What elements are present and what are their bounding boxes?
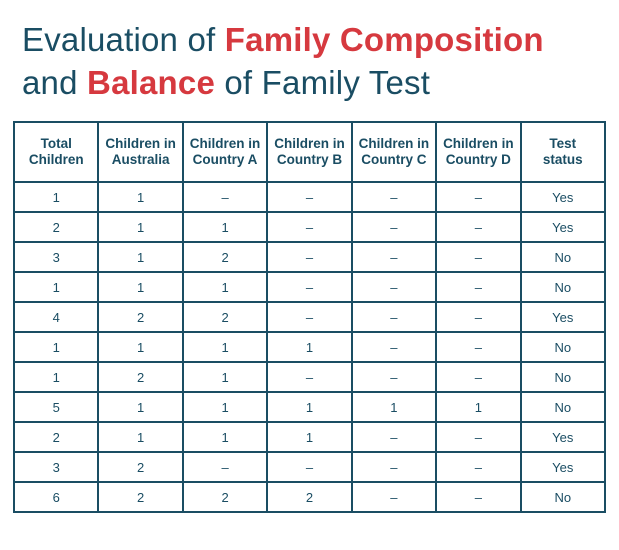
cell-children-australia: 1: [98, 332, 182, 362]
cell-children-australia: 2: [98, 362, 182, 392]
cell-total-children: 1: [14, 182, 98, 212]
cell-children-country-b: –: [267, 362, 351, 392]
cell-test-status: Yes: [521, 422, 605, 452]
cell-children-country-c: –: [352, 332, 436, 362]
table-row: [14, 212, 605, 242]
cell-children-australia: 1: [98, 242, 182, 272]
cell-children-country-d: –: [436, 212, 520, 242]
header-children-country-a: Children in Country A: [183, 122, 267, 182]
cell-test-status: No: [521, 392, 605, 422]
cell-children-country-a: 1: [183, 332, 267, 362]
header-children-country-b: Children in Country B: [267, 122, 351, 182]
cell-children-country-d: –: [436, 242, 520, 272]
cell-total-children: 2: [14, 212, 98, 242]
cell-children-country-a: 1: [183, 272, 267, 302]
cell-children-country-d: –: [436, 482, 520, 512]
cell-children-australia: 2: [98, 452, 182, 482]
table-row: [14, 482, 605, 512]
header-children-country-c: Children in Country C: [352, 122, 436, 182]
cell-children-australia: 2: [98, 302, 182, 332]
cell-test-status: No: [521, 272, 605, 302]
cell-children-australia: 1: [98, 422, 182, 452]
cell-children-country-a: 2: [183, 482, 267, 512]
cell-children-country-b: 2: [267, 482, 351, 512]
cell-children-country-b: –: [267, 302, 351, 332]
cell-children-country-c: –: [352, 242, 436, 272]
cell-children-country-c: 1: [352, 392, 436, 422]
cell-children-country-b: –: [267, 242, 351, 272]
cell-test-status: No: [521, 332, 605, 362]
table-row: [14, 302, 605, 332]
cell-total-children: 6: [14, 482, 98, 512]
cell-children-country-c: –: [352, 272, 436, 302]
cell-test-status: Yes: [521, 182, 605, 212]
title-highlight-family-composition: Family Composition: [224, 21, 544, 58]
cell-children-country-c: –: [352, 212, 436, 242]
table-row: [14, 452, 605, 482]
page-title: [22, 18, 544, 104]
cell-children-country-b: –: [267, 272, 351, 302]
cell-children-country-d: –: [436, 302, 520, 332]
header-children-country-d: Children in Country D: [436, 122, 520, 182]
cell-children-country-a: –: [183, 452, 267, 482]
header-children-australia: Children in Australia: [98, 122, 182, 182]
cell-children-country-c: –: [352, 182, 436, 212]
family-test-table: [13, 121, 606, 513]
cell-children-country-d: –: [436, 422, 520, 452]
cell-test-status: Yes: [521, 212, 605, 242]
cell-children-country-c: –: [352, 482, 436, 512]
cell-children-country-d: 1: [436, 392, 520, 422]
cell-children-country-b: 1: [267, 422, 351, 452]
cell-children-country-a: 1: [183, 362, 267, 392]
table-row: [14, 332, 605, 362]
header-test-status: Test status: [521, 122, 605, 182]
cell-test-status: No: [521, 242, 605, 272]
cell-children-country-a: 1: [183, 212, 267, 242]
table-row: [14, 392, 605, 422]
cell-children-country-b: 1: [267, 332, 351, 362]
table-row: [14, 272, 605, 302]
table-body: [14, 182, 605, 512]
cell-children-country-a: 1: [183, 422, 267, 452]
table-row: [14, 182, 605, 212]
title-line-1: Evaluation of Family Composition: [22, 21, 544, 58]
cell-children-country-d: –: [436, 182, 520, 212]
cell-total-children: 4: [14, 302, 98, 332]
cell-total-children: 3: [14, 452, 98, 482]
title-line-2: and Balance of Family Test: [22, 64, 431, 101]
cell-children-country-b: 1: [267, 392, 351, 422]
cell-test-status: No: [521, 362, 605, 392]
cell-test-status: Yes: [521, 302, 605, 332]
table-row: [14, 422, 605, 452]
cell-total-children: 1: [14, 332, 98, 362]
cell-total-children: 5: [14, 392, 98, 422]
cell-children-country-b: –: [267, 212, 351, 242]
cell-children-country-d: –: [436, 452, 520, 482]
cell-children-country-a: 1: [183, 392, 267, 422]
cell-children-australia: 2: [98, 482, 182, 512]
cell-total-children: 1: [14, 272, 98, 302]
cell-children-country-a: –: [183, 182, 267, 212]
header-total-children: Total Children: [14, 122, 98, 182]
cell-children-country-b: –: [267, 182, 351, 212]
cell-children-country-d: –: [436, 332, 520, 362]
cell-children-country-c: –: [352, 362, 436, 392]
cell-children-country-a: 2: [183, 302, 267, 332]
table-row: [14, 242, 605, 272]
table-row: [14, 362, 605, 392]
cell-children-country-c: –: [352, 422, 436, 452]
cell-total-children: 2: [14, 422, 98, 452]
cell-children-country-d: –: [436, 272, 520, 302]
cell-test-status: Yes: [521, 452, 605, 482]
cell-total-children: 3: [14, 242, 98, 272]
table-header-row: [14, 122, 605, 182]
cell-children-country-a: 2: [183, 242, 267, 272]
cell-children-australia: 1: [98, 392, 182, 422]
cell-children-country-b: –: [267, 452, 351, 482]
cell-children-country-c: –: [352, 302, 436, 332]
cell-children-country-c: –: [352, 452, 436, 482]
cell-children-australia: 1: [98, 212, 182, 242]
cell-children-australia: 1: [98, 272, 182, 302]
cell-children-country-d: –: [436, 362, 520, 392]
cell-children-australia: 1: [98, 182, 182, 212]
cell-total-children: 1: [14, 362, 98, 392]
title-highlight-balance: Balance: [87, 64, 216, 101]
cell-test-status: No: [521, 482, 605, 512]
